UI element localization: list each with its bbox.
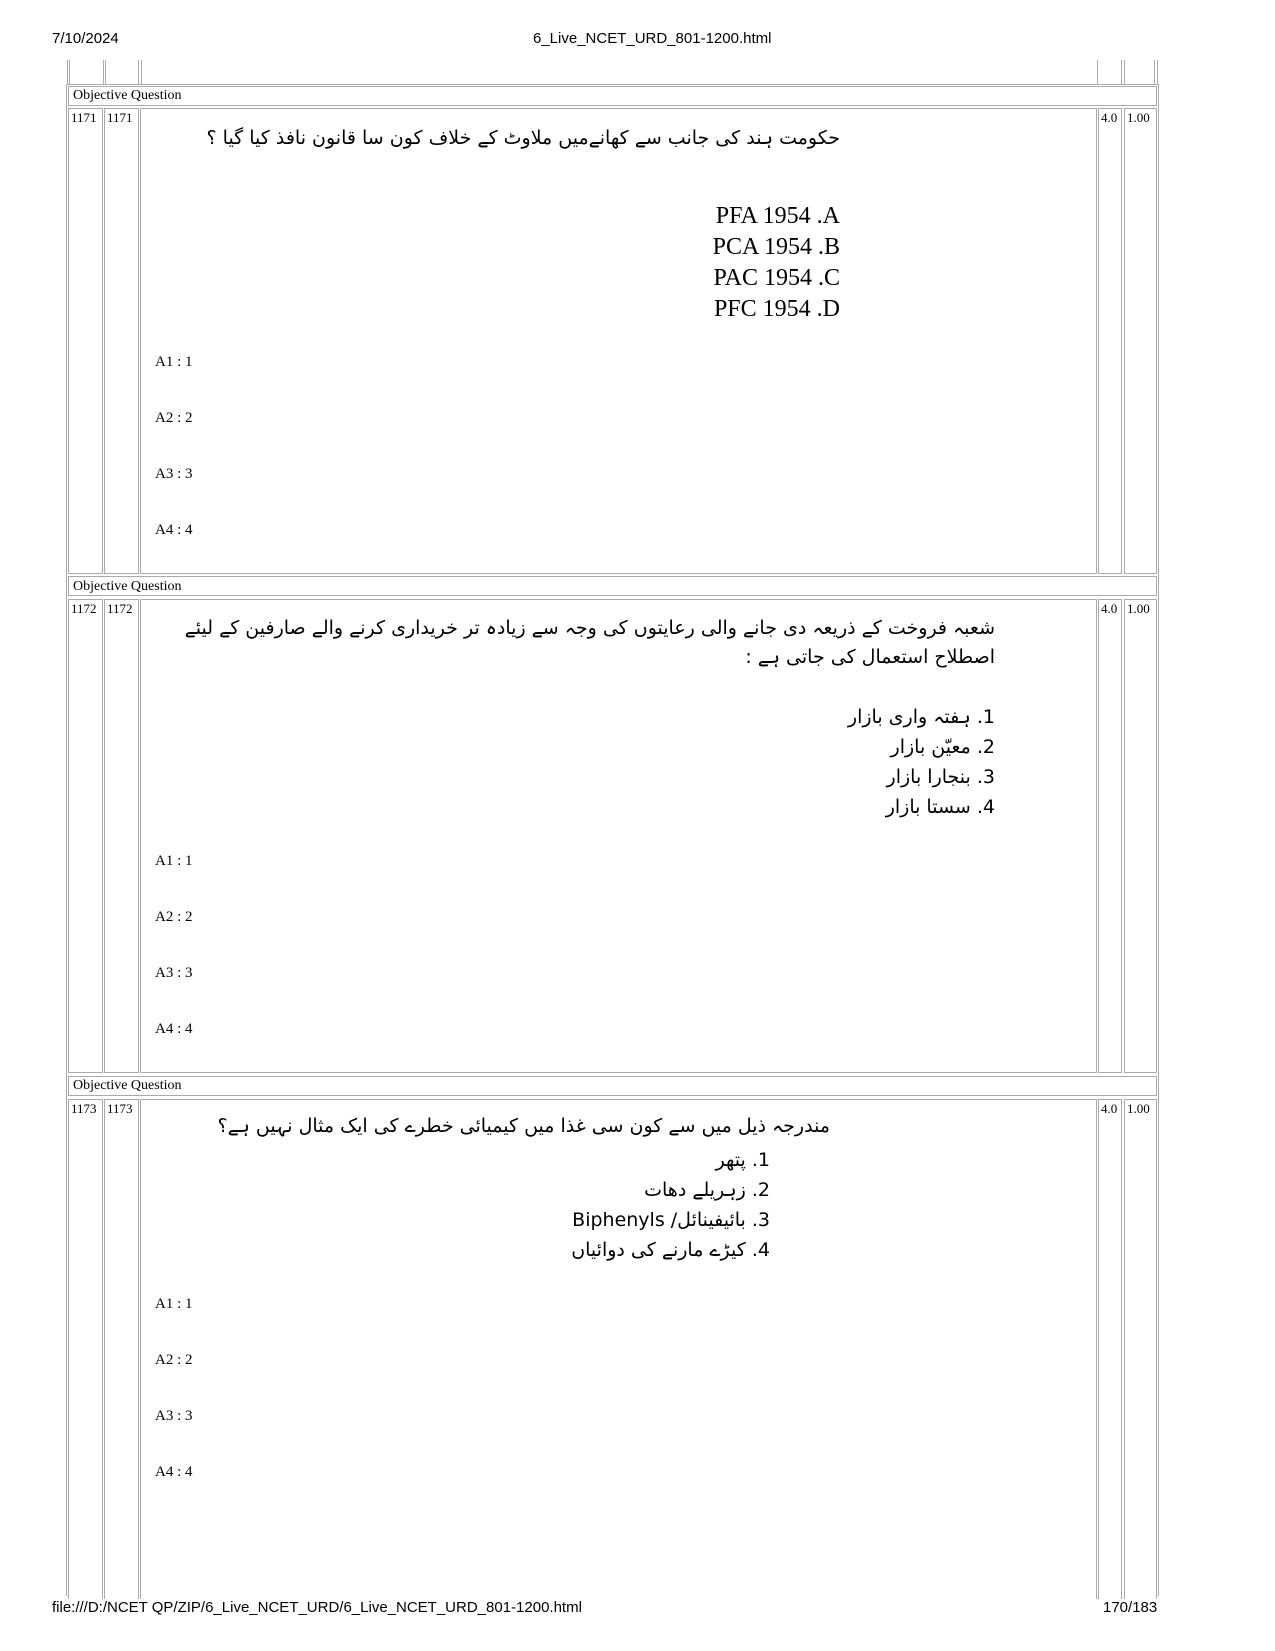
option-list — [470, 1145, 770, 1265]
question-type-label: Objective Question — [73, 579, 182, 594]
file-path: file:///D:/NCET QP/ZIP/6_Live_NCET_URD/6_Live_NCET_URD_801-1200.html — [52, 1599, 582, 1616]
question-type-row — [68, 86, 1157, 106]
option-3: 3. بائیفینائل/ Biphenyls — [572, 1209, 770, 1231]
table-border — [67, 60, 68, 84]
option-list — [600, 201, 840, 325]
answer-key-2: A2 : 2 — [155, 1352, 193, 1368]
answer-key-2: A2 : 2 — [155, 909, 193, 925]
negative-marks-cell: 1.00 — [1124, 599, 1157, 1073]
answer-key-2: A2 : 2 — [155, 410, 193, 426]
question-type-row — [68, 1076, 1157, 1096]
question-id-cell: 1172 — [104, 599, 139, 1073]
option-2: 2. معیّن بازار — [890, 736, 995, 758]
question-text: مندرجہ ذیل میں سے کون سی غذا میں کیمیائی خطرے کی ایک مثال نہیں ہے؟ — [217, 1115, 830, 1137]
answer-key-1: A1 : 1 — [155, 1296, 193, 1312]
option-1: 1. پتھر — [715, 1149, 770, 1171]
question-id-cell: 1173 — [104, 1099, 139, 1599]
table-border — [1097, 60, 1098, 84]
option-d: PFC 1954 .D — [713, 296, 840, 322]
answer-key-1: A1 : 1 — [155, 354, 193, 370]
question-id-cell: 1171 — [104, 108, 139, 574]
print-title: 6_Live_NCET_URD_801-1200.html — [533, 30, 772, 47]
table-border — [1157, 60, 1158, 84]
table-border — [105, 60, 106, 84]
question-text: حکومت ہند کی جانب سے کھانےمیں ملاوٹ کے خلاف کون سا قانون نافذ کیا گیا ؟ — [206, 127, 840, 149]
table-border — [69, 60, 70, 84]
serial-number-cell: 1173 — [68, 1099, 103, 1599]
answer-key-4: A4 : 4 — [155, 1021, 193, 1037]
table-border — [1154, 60, 1155, 84]
option-2: 2. زہریلے دھات — [644, 1179, 770, 1201]
question-text: شعبہ فروخت کے ذریعہ دی جانے والی رعایتوں کی وجہ سے زیادہ تر خریداری کرنے والے صارفین کے لیئے اصطلاح استعمال کی جاتی ہے : — [184, 617, 995, 668]
answer-key-4: A4 : 4 — [155, 522, 193, 538]
question-type-label: Objective Question — [73, 88, 182, 103]
question-type-row — [68, 576, 1157, 596]
print-date: 7/10/2024 — [52, 30, 119, 47]
option-4: 4. کیڑے مارنے کی دوائیاں — [571, 1239, 770, 1261]
negative-marks-cell: 1.00 — [1124, 1099, 1157, 1599]
table-border — [141, 60, 142, 84]
page-number: 170/183 — [1103, 1599, 1158, 1616]
serial-number-cell: 1171 — [68, 108, 103, 574]
serial-number-cell: 1172 — [68, 599, 103, 1073]
question-type-label: Objective Question — [73, 1078, 182, 1093]
answer-key-1: A1 : 1 — [155, 853, 193, 869]
table-border — [138, 60, 139, 84]
option-a: PFA 1954 .A — [715, 203, 840, 229]
option-3: 3. بنجارا بازار — [886, 766, 995, 788]
answer-key-3: A3 : 3 — [155, 1408, 193, 1424]
table-border — [103, 60, 104, 84]
table-border — [1121, 60, 1122, 84]
answer-key-4: A4 : 4 — [155, 1464, 193, 1480]
marks-cell: 4.0 — [1098, 1099, 1122, 1599]
answer-key-3: A3 : 3 — [155, 965, 193, 981]
table-border — [1124, 60, 1125, 84]
negative-marks-cell: 1.00 — [1124, 108, 1157, 574]
option-1: 1. ہفتہ واری بازار — [847, 706, 995, 728]
option-b: PCA 1954 .B — [712, 234, 840, 260]
answer-key-3: A3 : 3 — [155, 466, 193, 482]
question-body-cell — [140, 108, 1097, 574]
marks-cell: 4.0 — [1098, 108, 1122, 574]
option-list — [700, 702, 995, 822]
option-c: PAC 1954 .C — [713, 265, 840, 291]
option-4: 4. سستا بازار — [885, 796, 995, 818]
marks-cell: 4.0 — [1098, 599, 1122, 1073]
